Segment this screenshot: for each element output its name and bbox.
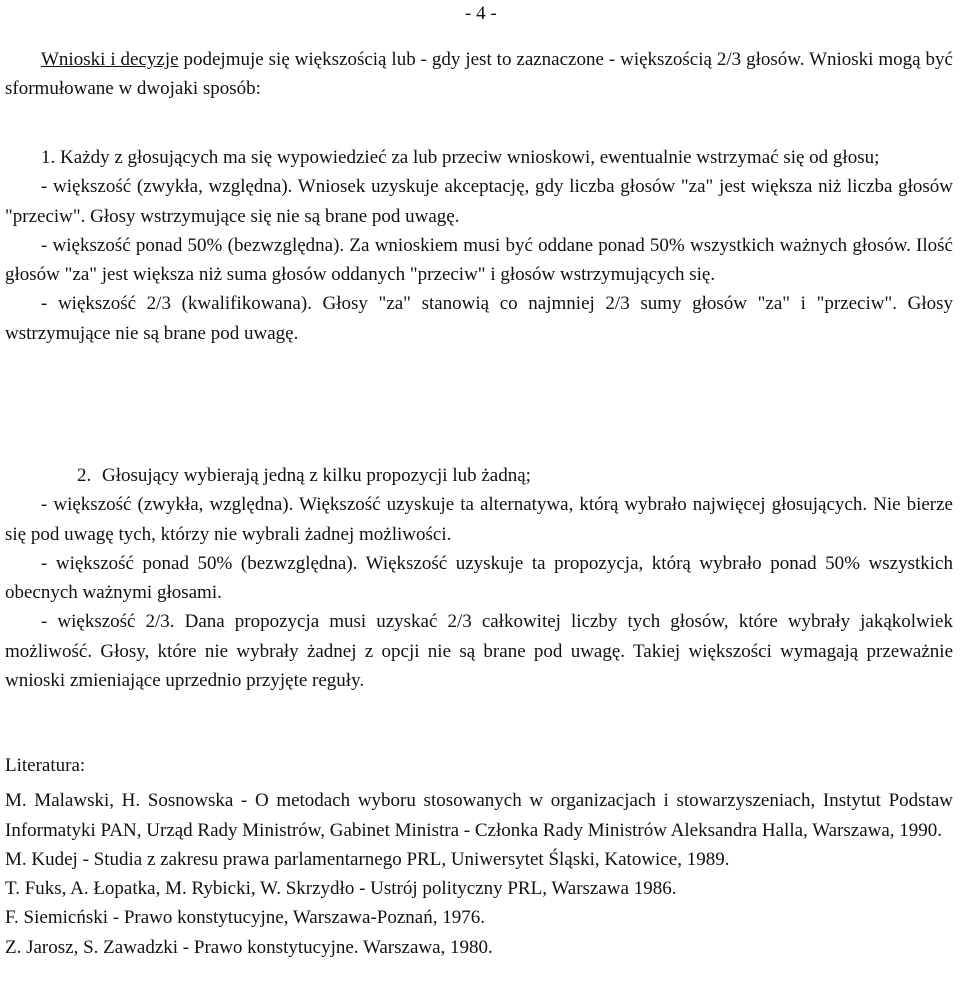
intro-text: podejmuje się większością lub - gdy jest to zaznaczone - większością 2/3 głosów. Wnioski mogą być sformułowane w dwojaki sposób:: [5, 49, 953, 100]
reference-item: T. Fuks, A. Łopatka, M. Rybicki, W. Skrzydło - Ustrój polityczny PRL, Warszawa 1986.: [5, 878, 677, 900]
section-2-item-qualified: - większość 2/3. Dana propozycja musi uzyskać 2/3 całkowitej liczby tych głosów, które wybrały jakąkolwiek możliwość. Głosy, które nie wybrały żadnej z opcji nie są brane pod uwagę. Takiej większości wymagają przeważnie wnioski zmieniające uprzednio przyjęte reguły.: [5, 611, 953, 692]
literature-section: [5, 751, 953, 962]
section-1-heading: 1. Każdy z głosujących ma się wypowiedzieć za lub przeciw wnioskowi, ewentualnie wstrzymać się od głosu;: [41, 147, 880, 168]
section-2-item-simple: - większość (zwykła, względna). Większość uzyskuje ta alternatywa, którą wybrało najwięcej głosujących. Nie bierze się pod uwagę tych, którzy nie wybrali żadnej możliwości.: [5, 494, 953, 545]
intro-section: [5, 45, 953, 104]
section-1-item-qualified: - większość 2/3 (kwalifikowana). Głosy "za" stanowią co najmniej 2/3 sumy głosów "za" i "przeciw". Głosy wstrzymujące nie są brane pod uwagę.: [5, 293, 953, 344]
reference-item: M. Malawski, H. Sosnowska - O metodach wyboru stosowanych w organizacjach i stowarzyszeniach, Instytut Podstaw Informatyki PAN, Urząd Rady Ministrów, Gabinet Ministra - Członka Rady Ministrów Aleksandra Halla, Warszawa, 1990.: [5, 790, 953, 841]
section-2-heading-text: Głosujący wybierają jedną z kilku propozycji lub żadną;: [102, 465, 531, 486]
literature-heading: Literatura:: [5, 755, 86, 776]
reference-item: Z. Jarosz, S. Zawadzki - Prawo konstytucyjne. Warszawa, 1980.: [5, 936, 493, 958]
section-2-item-absolute: - większość ponad 50% (bezwzględna). Większość uzyskuje ta propozycja, którą wybrało ponad 50% wszystkich obecnych ważnymi głosami.: [5, 552, 953, 604]
page-number: - 4 -: [465, 3, 497, 24]
section-2: [5, 461, 953, 695]
reference-item: M. Kudej - Studia z zakresu prawa parlamentarnego PRL, Uniwersytet Śląski, Katowice, 1989.: [5, 848, 730, 870]
intro-underlined-phrase: Wnioski i decyzje: [41, 49, 179, 70]
intro-paragraph: [5, 45, 953, 104]
section-2-number: 2.: [77, 465, 92, 486]
section-1: [5, 143, 953, 348]
reference-item: F. Siemicński - Prawo konstytucyjne, Warszawa-Poznań, 1976.: [5, 907, 485, 929]
section-1-item-simple: - większość (zwykła, względna). Wniosek uzyskuje akceptację, gdy liczba głosów "za" jest większa niż liczba głosów "przeciw". Głosy wstrzymujące się nie są brane pod uwagę.: [5, 176, 953, 227]
section-2-heading: [5, 461, 953, 490]
section-1-item-absolute: - większość ponad 50% (bezwzględna). Za wnioskiem musi być oddane ponad 50% wszystkich ważnych głosów. Ilość głosów "za" jest większa niż suma głosów oddanych "przeciw" i głosów wstrzymujących się.: [5, 234, 953, 286]
